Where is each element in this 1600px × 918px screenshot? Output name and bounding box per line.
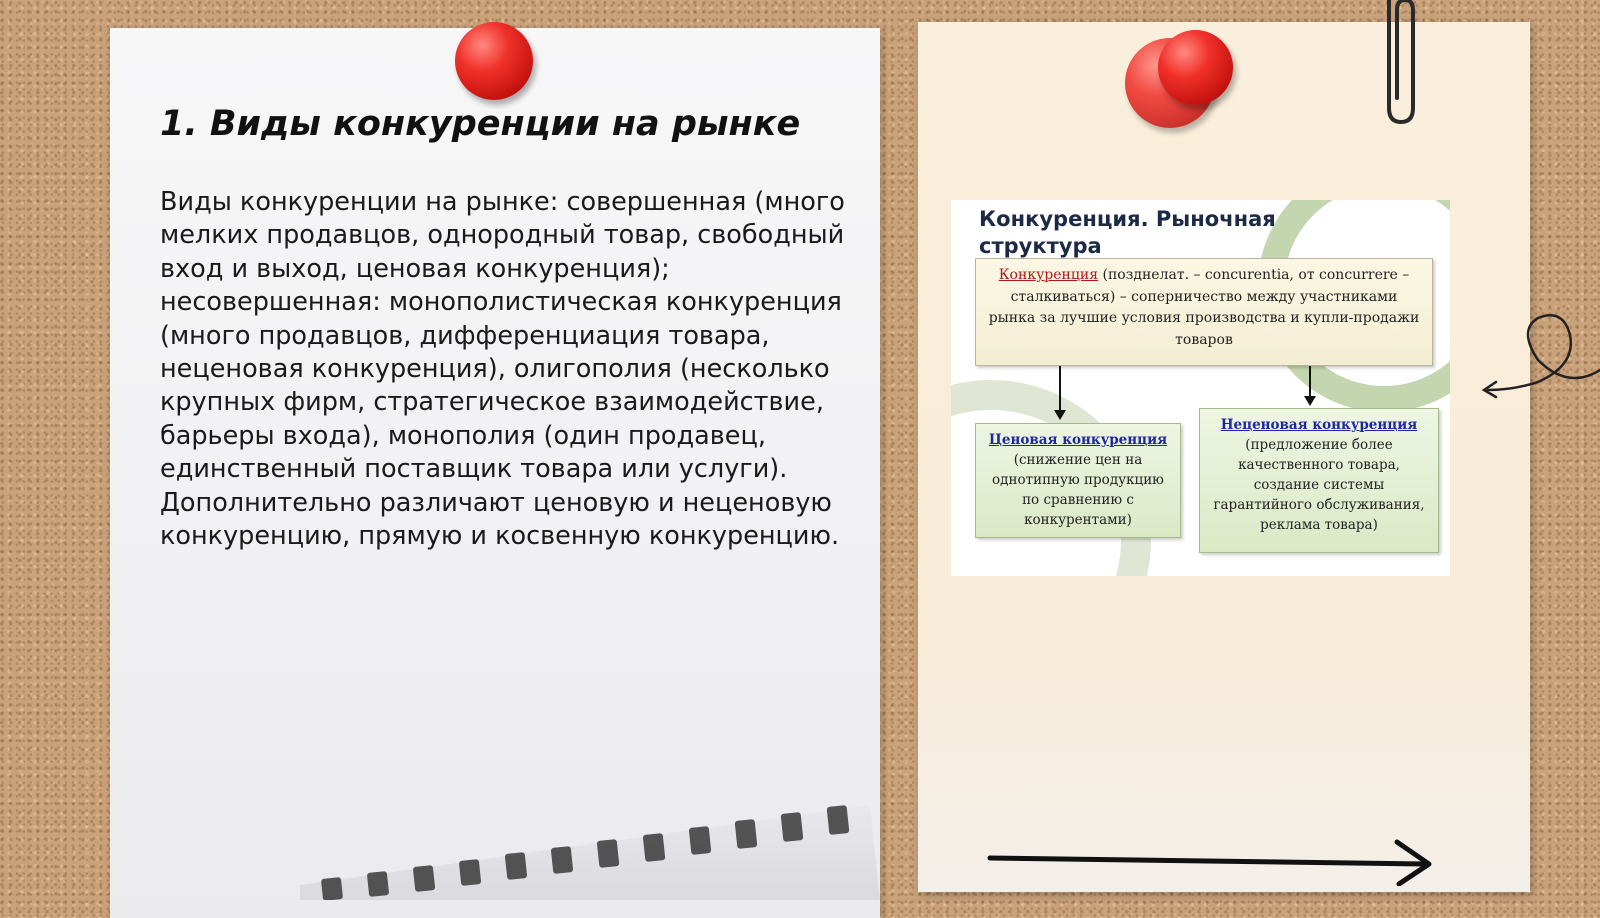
competition-diagram: [951, 200, 1450, 576]
slide-body-text: Виды конкуренции на рынке: совершенная (много мелких продавцов, однородный товар, свободный вход и выход, ценовая конкуренция); несовершенная: монополистическая конкуренция (много продавцов, дифференциация товара, неценовая конкуренция), олигополия (несколько крупных фирм, стратегическое взаимодействие, барьеры входа), монополия (один продавец, единственный поставщик товара или услуги). Дополнительно различают ценовую и неценовую конкуренцию, прямую и косвенную конкуренцию.: [160, 187, 845, 552]
next-arrow-icon[interactable]: [985, 836, 1445, 886]
price-competition-term: Ценовая конкуренция: [988, 432, 1168, 448]
pushpin-right-icon: [1158, 30, 1233, 105]
arrow-down-right-icon: [1309, 366, 1311, 398]
nonprice-competition-text: (предложение более качественного товара, создание системы гарантийного обслуживания, реклама товара): [1213, 437, 1425, 533]
nonprice-competition-term: Неценовая конкуренция: [1220, 417, 1418, 433]
arrow-down-left-icon: [1059, 366, 1061, 412]
definition-box: [975, 258, 1433, 366]
price-competition-box: [975, 423, 1181, 538]
price-competition-text: (снижение цен на однотипную продукцию по сравнению с конкурентами): [992, 452, 1164, 528]
pushpin-left-icon: [455, 22, 533, 100]
definition-text: (позднелат. – concurentia, от concurrere – сталкиваться) – соперничество между участниками рынка за лучшие условия производства и купли-продажи товаров: [988, 267, 1420, 348]
slide-title: 1. Виды конкуренции на рынке: [160, 104, 801, 144]
curly-arrow-doodle-icon: [1478, 310, 1600, 410]
paperclip-icon: [1375, 0, 1425, 130]
nonprice-competition-box: [1199, 408, 1439, 553]
diagram-title: Конкуренция. Рыночная структура: [979, 207, 1276, 258]
definition-term: Конкуренция: [998, 267, 1099, 283]
torn-edge-decoration: [300, 790, 880, 900]
